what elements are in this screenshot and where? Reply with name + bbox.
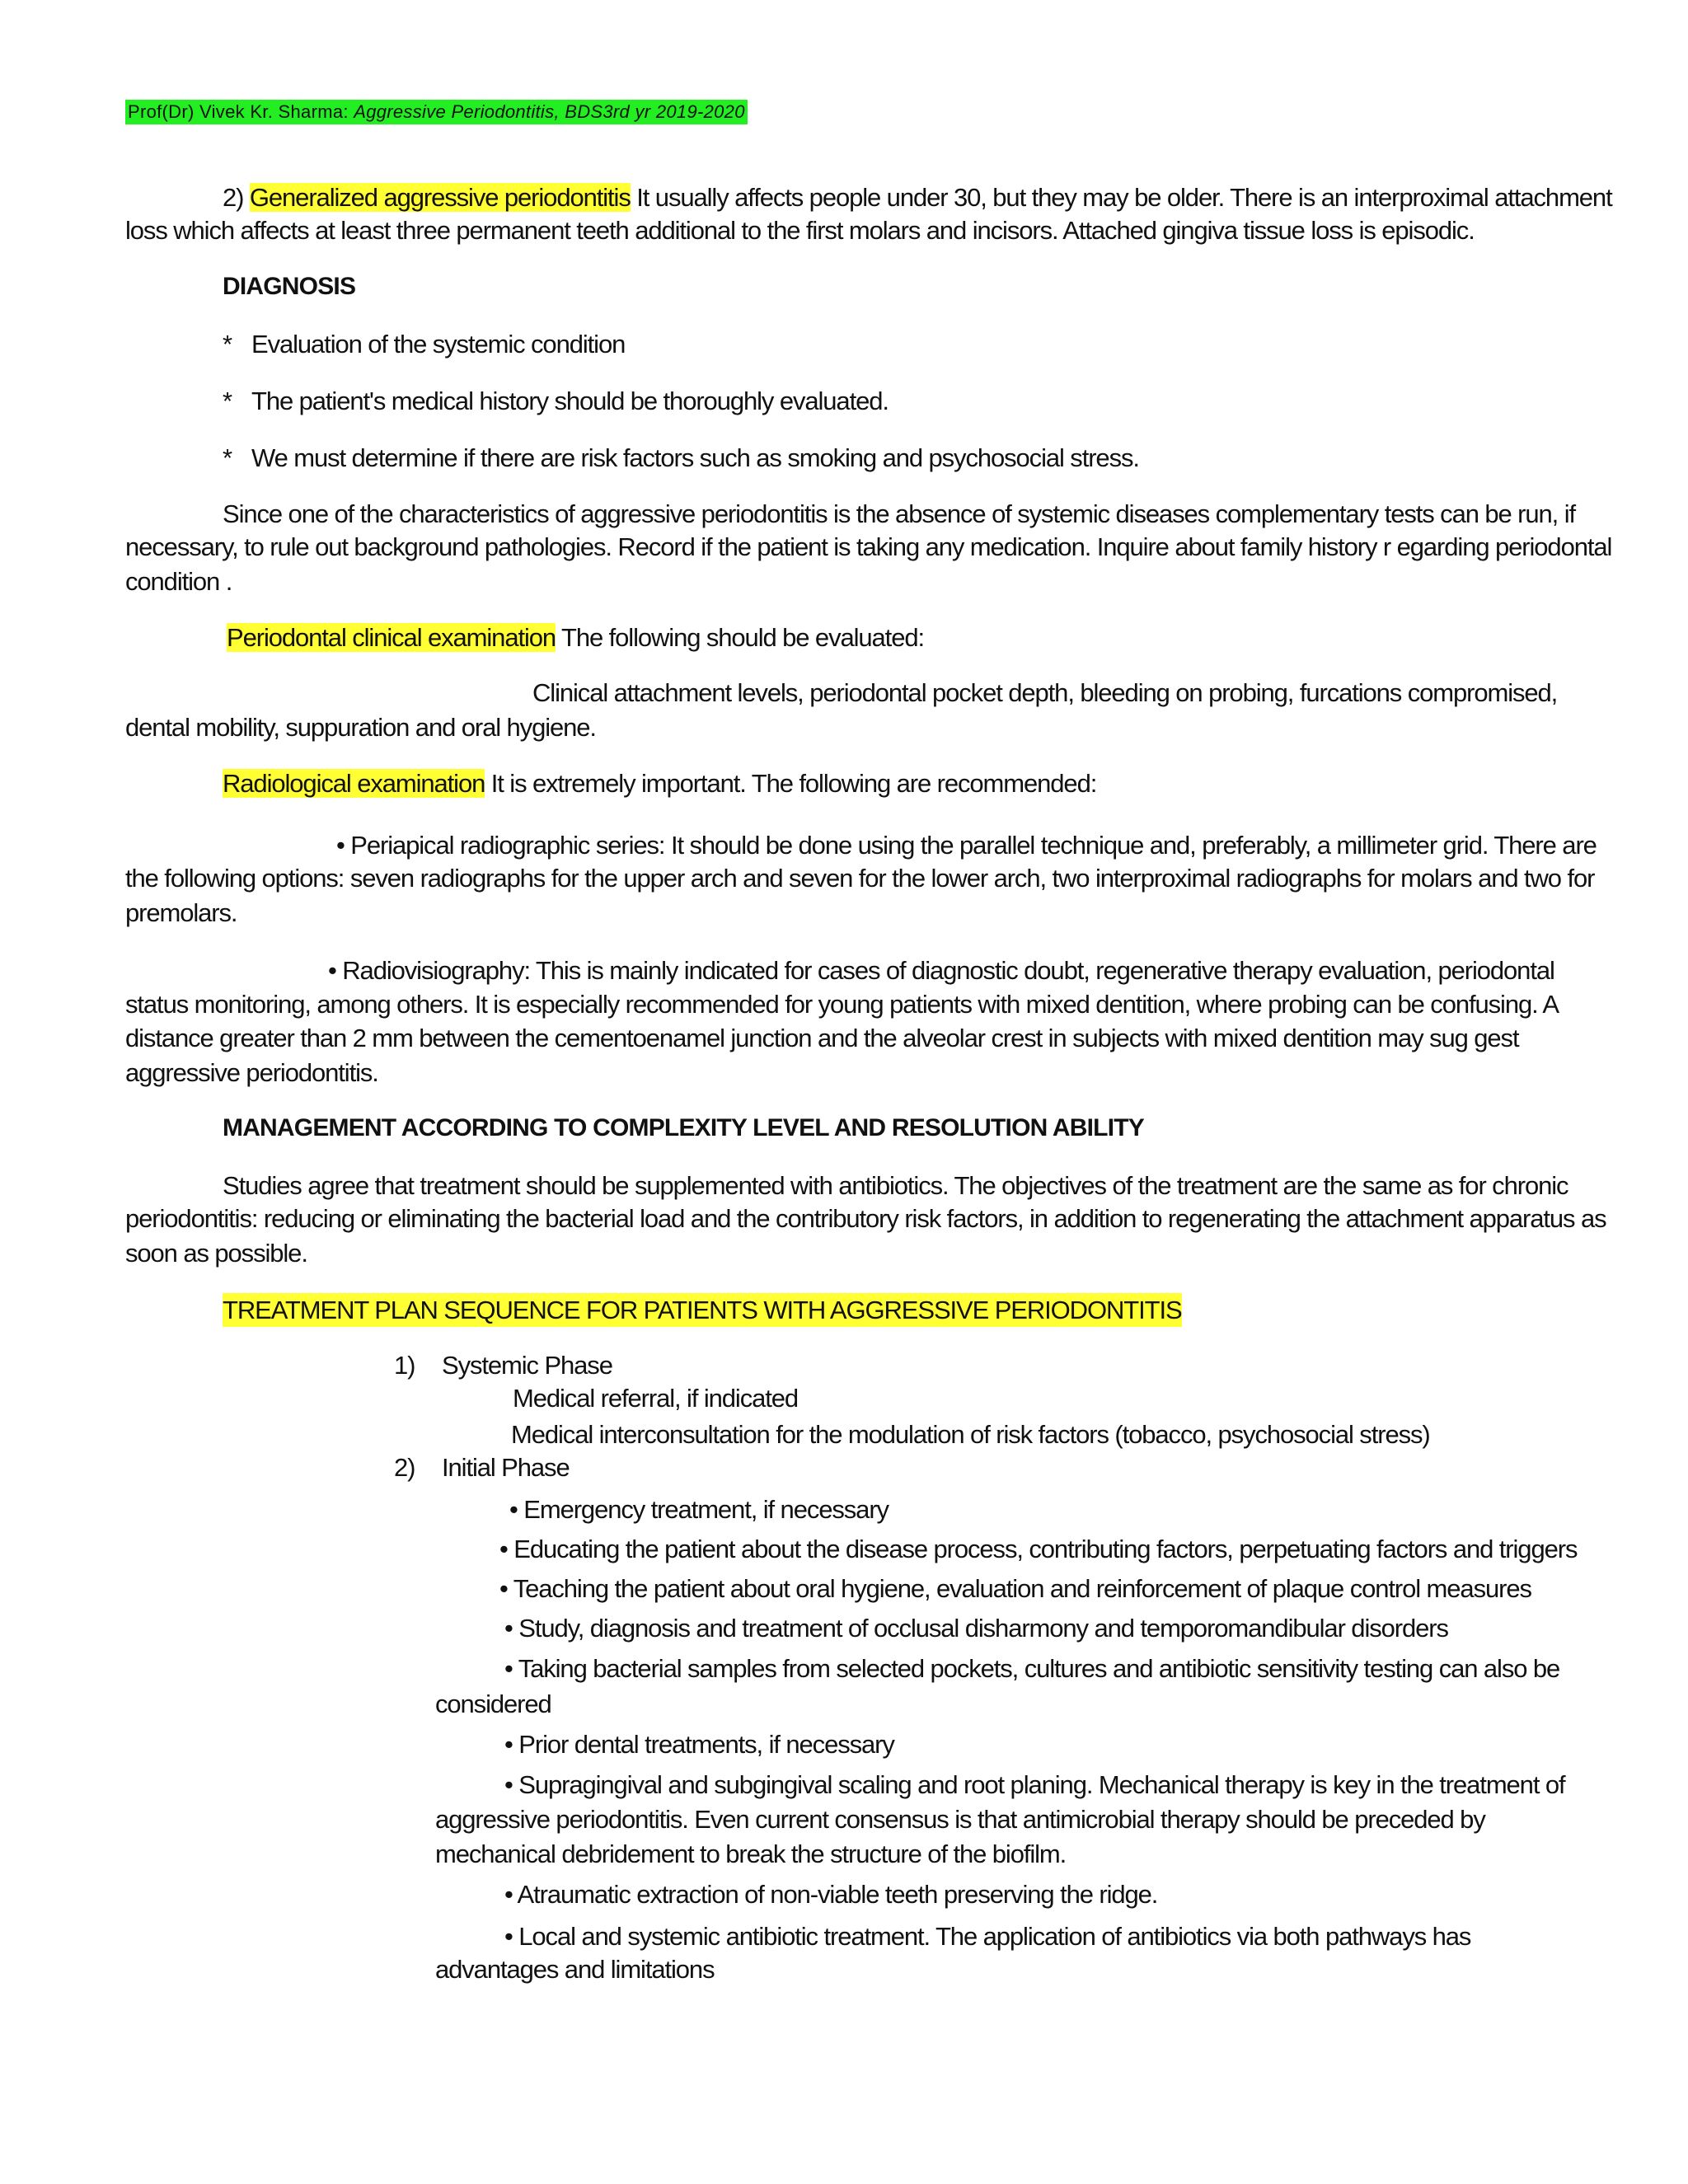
gap-line1 [223, 180, 1612, 214]
phase2-bullet-5-line2: considered [435, 1690, 551, 1718]
header-course: BDS3rd yr 2019-2020 [565, 101, 745, 122]
phase1-title: Systemic Phase [442, 1351, 612, 1380]
radiological-b2-line2: status monitoring, among others. It is especially recommended for young patients with mixed dentition, where probing can be confusing. A [125, 990, 1559, 1019]
diagnosis-para-line2: necessary, to rule out background pathologies. Record if the patient is taking any medication. Inquire about family history r egarding periodontal [125, 532, 1612, 561]
radiological-b1-line3: premolars. [125, 898, 237, 927]
phase2-number: 2) [394, 1453, 415, 1482]
diagnosis-star-1: * [223, 330, 232, 359]
phase2-bullet-3: • Teaching the patient about oral hygiene, evaluation and reinforcement of plaque control measures [499, 1574, 1531, 1603]
diagnosis-para-line1: Since one of the characteristics of aggressive periodontitis is the absence of systemic diseases complementary tests can be run, if [223, 499, 1576, 528]
phase2-bullet-7-line2: aggressive periodontitis. Even current consensus is that antimicrobial therapy should be preceded by [435, 1805, 1485, 1834]
radiological-b2-line3: distance greater than 2 mm between the cementoenamel junction and the alveolar crest in subjects with mixed dentition may sug gest [125, 1024, 1519, 1052]
gap-number: 2) [223, 183, 244, 212]
header-title: Aggressive Periodontitis, [354, 101, 560, 122]
management-line2: periodontitis: reducing or eliminating the bacterial load and the contributory risk factors, in addition to regenerating the attachment apparatus as [125, 1204, 1606, 1233]
radiological-b1-line2: the following options: seven radiographs for the upper arch and seven for the lower arch, two interproximal radiographs for molars and two for [125, 864, 1595, 893]
phase2-bullet-4: • Study, diagnosis and treatment of occlusal disharmony and temporomandibular disorders [504, 1614, 1448, 1643]
page-header [125, 100, 748, 124]
header-author: Prof(Dr) Vivek Kr. Sharma: [128, 101, 349, 122]
phase2-bullet-1: • Emergency treatment, if necessary [509, 1495, 889, 1524]
clinical-line [227, 621, 924, 654]
phase2-title: Initial Phase [442, 1453, 570, 1482]
diagnosis-star-3: * [223, 443, 232, 472]
radiological-b1-line1: • Periapical radiographic series: It should be done using the parallel technique and, preferably, a millimeter grid. There are [336, 831, 1597, 860]
phase1-item-2: Medical interconsultation for the modulation of risk factors (tobacco, psychosocial stress) [511, 1420, 1430, 1449]
gap-text-line1: It usually affects people under 30, but they may be older. There is an interproximal attachment [630, 183, 1612, 212]
diagnosis-item-3: We must determine if there are risk factors such as smoking and psychosocial stress. [251, 443, 1139, 472]
phase2-bullet-7-line3: mechanical debridement to break the structure of the biofilm. [435, 1840, 1067, 1868]
management-line3: soon as possible. [125, 1239, 307, 1268]
phase2-bullet-2: • Educating the patient about the disease process, contributing factors, perpetuating factors and triggers [499, 1535, 1578, 1563]
phase1-item-1: Medical referral, if indicated [513, 1384, 799, 1413]
radiological-text: It is extremely important. The following are recommended: [485, 769, 1097, 798]
phase2-bullet-7-line1: • Supragingival and subgingival scaling and root planing. Mechanical therapy is key in the treatment of [504, 1770, 1565, 1799]
diagnosis-para-line3: condition . [125, 567, 232, 596]
gap-text-line2: loss which affects at least three permanent teeth additional to the first molars and incisors. Attached gingiva tissue loss is episodic. [125, 216, 1475, 245]
phase2-bullet-9-line2: advantages and limitations [435, 1955, 715, 1984]
phase2-bullet-5-line1: • Taking bacterial samples from selected pockets, cultures and antibiotic sensitivity testing can also be [504, 1654, 1560, 1683]
diagnosis-item-1: Evaluation of the systemic condition [251, 330, 626, 359]
management-line1: Studies agree that treatment should be supplemented with antibiotics. The objectives of the treatment are the same as for chronic [223, 1171, 1568, 1200]
clinical-line1: Clinical attachment levels, periodontal pocket depth, bleeding on probing, furcations compromised, [532, 678, 1558, 707]
clinical-text: The following should be evaluated: [556, 623, 924, 652]
clinical-highlight: Periodontal clinical examination [227, 623, 556, 652]
phase2-bullet-8: • Atraumatic extraction of non-viable teeth preserving the ridge. [504, 1880, 1158, 1909]
clinical-line2: dental mobility, suppuration and oral hygiene. [125, 713, 596, 742]
treatment-heading: TREATMENT PLAN SEQUENCE FOR PATIENTS WITH AGGRESSIVE PERIODONTITIS [223, 1293, 1182, 1327]
gap-highlight: Generalized aggressive periodontitis [249, 183, 631, 212]
diagnosis-heading: DIAGNOSIS [223, 273, 356, 300]
management-heading: MANAGEMENT ACCORDING TO COMPLEXITY LEVEL AND RESOLUTION ABILITY [223, 1114, 1144, 1141]
diagnosis-item-2: The patient's medical history should be thoroughly evaluated. [251, 387, 889, 415]
phase2-bullet-9-line1: • Local and systemic antibiotic treatment. The application of antibiotics via both pathways has [504, 1922, 1471, 1951]
radiological-highlight: Radiological examination [223, 769, 485, 798]
phase2-bullet-6: • Prior dental treatments, if necessary [504, 1730, 894, 1759]
diagnosis-star-2: * [223, 387, 232, 415]
phase1-number: 1) [394, 1351, 415, 1380]
radiological-b2-line1: • Radiovisiography: This is mainly indicated for cases of diagnostic doubt, regenerative therapy evaluation, periodontal [328, 956, 1554, 985]
radiological-line [223, 766, 1096, 800]
radiological-b2-line4: aggressive periodontitis. [125, 1058, 378, 1087]
